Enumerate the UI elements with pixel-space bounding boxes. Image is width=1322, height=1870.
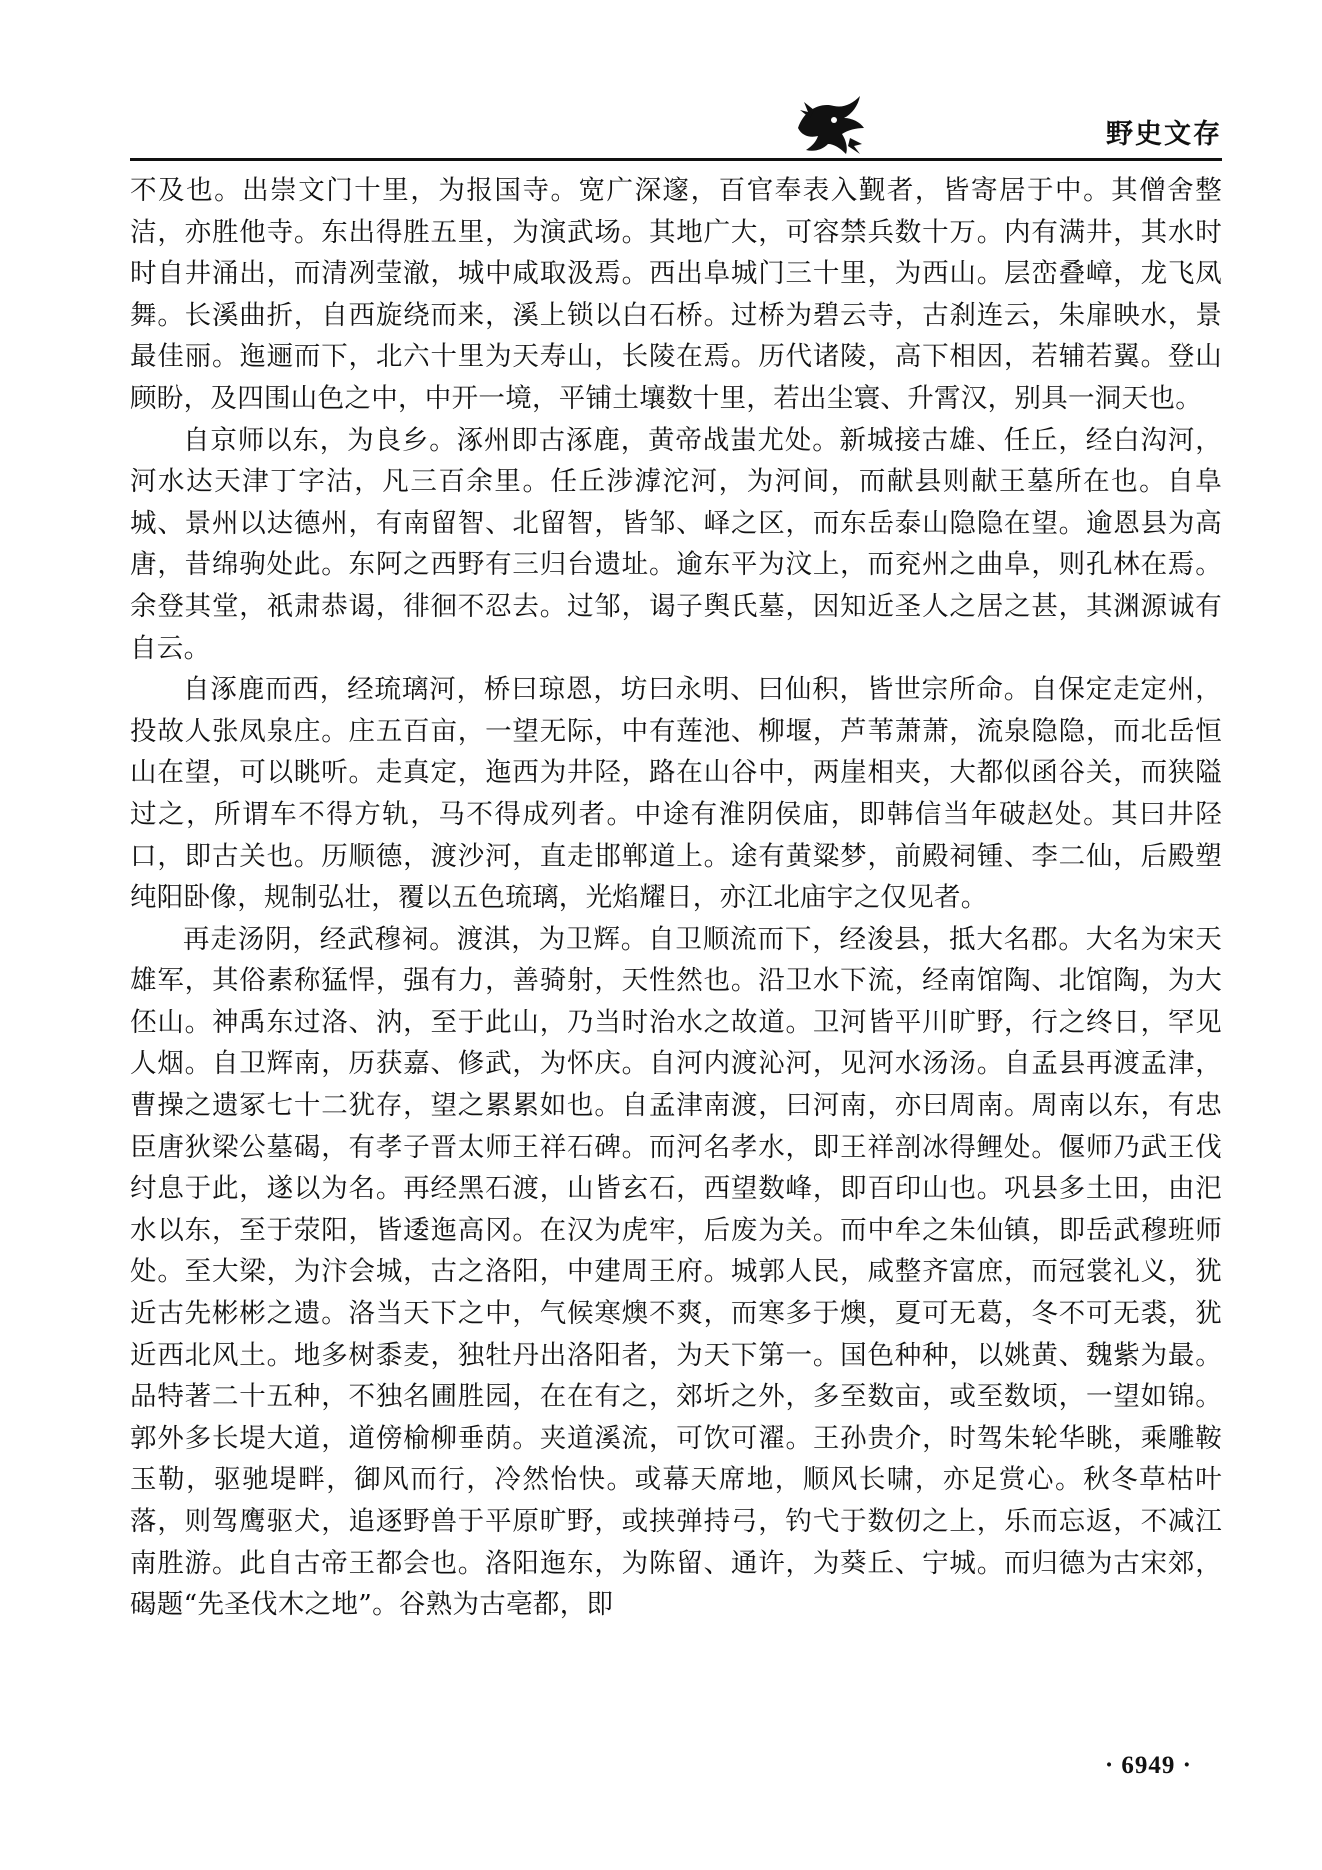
paragraph-2: 自京师以东，为良乡。涿州即古涿鹿，黄帝战蚩尤处。新城接古雄、任丘，经白沟河，河水达天津丁字沽，凡三百余里。任丘涉滹沱河，为河间，而献县则献王墓所在也。自阜城、景州以达德州，有南留智、北留智，皆邹、峄之区，而东岳泰山隐隐在望。逾恩县为高唐，昔绵驹处此。东阿之西野有三归台遗址。逾东平为汶上，而兖州之曲阜，则孔林在焉。余登其堂，祇肃恭谒，徘徊不忍去。过邹，谒子舆氏墓，因知近圣人之居之甚，其渊源诚有自云。 xyxy=(130,424,1222,664)
header-rule xyxy=(130,158,1222,161)
page-number: · 6949 · xyxy=(1104,1752,1192,1779)
paragraph-1: 不及也。出崇文门十里，为报国寺。宽广深邃，百官奉表入觐者，皆寄居于中。其僧舍整洁，亦胜他寺。东出得胜五里，为演武场。其地广大，可容禁兵数十万。内有满井，其水时时自井涌出，而清冽莹澈，城中咸取汲焉。西出阜城门三十里，为西山。层峦叠嶂，龙飞凤舞。长溪曲折，自西旋绕而来，溪上锁以白石桥。过桥为碧云寺，古刹连云，朱扉映水，景最佳丽。迤逦而下，北六十里为天寿山，长陵在焉。历代诸陵，高下相因，若辅若翼。登山顾盼，及四围山色之中，中开一境，平铺土壤数十里，若出尘寰、升霄汉，别具一洞天也。 xyxy=(130,175,1222,414)
page-body xyxy=(130,170,1222,1730)
paragraph-3: 自涿鹿而西，经琉璃河，桥曰琼恩，坊曰永明、曰仙积，皆世宗所命。自保定走定州，投故人张凤泉庄。庄五百亩，一望无际，中有莲池、柳堰，芦苇萧萧，流泉隐隐，而北岳恒山在望，可以眺听。走真定，迤西为井陉，路在山谷中，两崖相夹，大都似函谷关，而狭隘过之，所谓车不得方轨，马不得成列者。中途有淮阴侯庙，即韩信当年破赵处。其曰井陉口，即古关也。历顺德，渡沙河，直走邯郸道上。途有黄粱梦，前殿祠锺、李二仙，后殿塑纯阳卧像，规制弘壮，覆以五色琉璃，光焰耀日，亦江北庙宇之仅见者。 xyxy=(130,674,1222,914)
dragon-emblem-icon xyxy=(790,88,870,158)
series-title: 野史文存 xyxy=(1106,119,1222,150)
page-header xyxy=(0,0,1322,170)
paragraph-4: 再走汤阴，经武穆祠。渡淇，为卫辉。自卫顺流而下，经浚县，抵大名郡。大名为宋天雄军，其俗素称猛悍，强有力，善骑射，天性然也。沿卫水下流，经南馆陶、北馆陶，为大伾山。神禹东过洛、汭，至于此山，乃当时治水之故道。卫河皆平川旷野，行之终日，罕见人烟。自卫辉南，历获嘉、修武，为怀庆。自河内渡沁河，见河水汤汤。自孟县再渡孟津，曹操之遗冢七十二犹存，望之累累如也。自孟津南渡，曰河南，亦曰周南。周南以东，有忠臣唐狄梁公墓碣，有孝子晋太师王祥石碑。而河名孝水，即王祥剖冰得鲤处。偃师乃武王伐纣息于此，遂以为名。再经黑石渡，山皆玄石，西望数峰，即百印山也。巩县多土田，由汜水以东，至于荥阳，皆逶迤高冈。在汉为虎牢，后废为关。而中牟之朱仙镇，即岳武穆班师处。至大梁，为汴会城，古之洛阳，中建周王府。城郭人民，咸整齐富庶，而冠裳礼义，犹近古先彬彬之遗。洛当天下之中，气候寒燠不爽，而寒多于燠，夏可无葛，冬不可无裘，犹近西北风土。地多树黍麦，独牡丹出洛阳者，为天下第一。国色种种，以姚黄、魏紫为最。品特著二十五种，不独名圃胜园，在在有之，郊圻之外，多至数亩，或至数顷，一望如锦。郭外多长堤大道，道傍榆柳垂荫。夹道溪流，可饮可濯。王孙贵介，时驾朱轮华眺，乘雕鞍玉勒，驱驰堤畔，御风而行，冷然怡快。或幕天席地，顺风长啸，亦足赏心。秋冬草枯叶落，则驾鹰驱犬，追逐野兽于平原旷野，或挟弹持弓，钓弋于数仞之上，乐而忘返，不减江南胜游。此自古帝王都会也。洛阳迤东，为陈留、通许，为葵丘、宁城。而归德为古宋郊，碣题“先圣伐木之地”。谷熟为古亳都，即 xyxy=(130,923,1222,1621)
